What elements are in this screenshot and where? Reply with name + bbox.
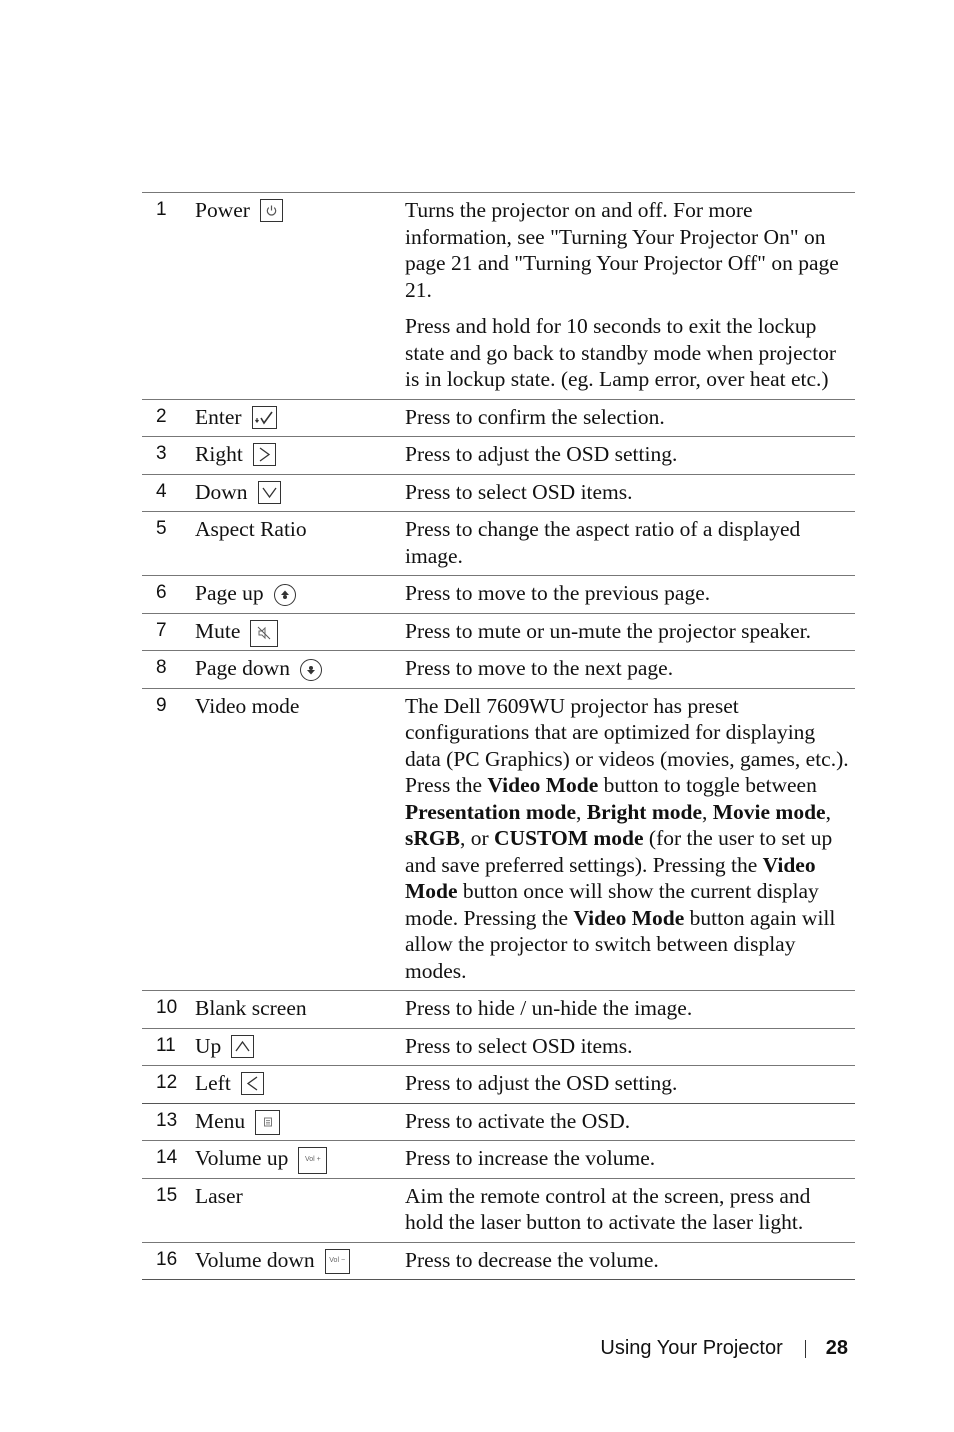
item-label: Mute [195, 618, 241, 643]
item-description: Press to confirm the selection. [405, 404, 665, 429]
enter-icon [252, 406, 277, 429]
table-row [142, 1104, 855, 1142]
item-label: Page down [195, 656, 290, 680]
item-label: Page up [195, 581, 264, 605]
item-number: 2 [156, 405, 167, 427]
page-footer [600, 1337, 848, 1360]
item-label: Power [195, 198, 250, 222]
item-number: 16 [156, 1248, 178, 1270]
table-row [142, 991, 855, 1029]
table-row [142, 576, 855, 614]
item-description: Press to select OSD items. [405, 479, 633, 504]
table-row [142, 1179, 855, 1243]
item-description: Press to select OSD items. [405, 1033, 633, 1058]
item-number: 3 [156, 443, 167, 464]
item-number: 8 [156, 657, 167, 678]
table-row [142, 475, 855, 513]
item-description: Press to mute or un-mute the projector speaker. [405, 618, 812, 643]
item-number: 5 [156, 518, 167, 539]
item-label: Video mode [195, 693, 300, 718]
item-number: 6 [156, 582, 167, 603]
page-down-icon [300, 659, 322, 681]
item-description: Press to adjust the OSD setting. [405, 1071, 678, 1095]
item-number: 1 [156, 199, 167, 220]
item-description: Press to increase the volume. [405, 1146, 656, 1170]
item-number: 12 [156, 1072, 178, 1093]
item-number: 14 [156, 1147, 178, 1168]
item-label: Right [195, 442, 243, 466]
right-arrow-icon [253, 443, 276, 466]
item-description: Press to hide / un-hide the image. [405, 996, 693, 1020]
volume-up-icon: Vol + [298, 1147, 327, 1174]
item-label: Volume up [195, 1146, 289, 1170]
footer-section-title: Using Your Projector [600, 1337, 783, 1359]
up-arrow-icon [231, 1035, 254, 1058]
table-row [142, 400, 855, 438]
table-row [142, 651, 855, 689]
table-row [142, 1141, 855, 1179]
item-description: Press to move to the next page. [405, 656, 674, 680]
table-row [142, 437, 855, 475]
video-mode-description: The Dell 7609WU projector has preset configurations that are optimized for displaying data (PC Graphics) or videos (movies, games, etc.). Press the Video Mode button to toggle between Presentation mode, Bright mode, Movie mode, sRGB, or CUSTOM mode (for the user to set up and save preferred settings). Pressing the Video Mode button once will show the current display mode. Pressing the Video Mode button again will allow the projector to switch between display modes. [405, 693, 849, 983]
item-label: Left [195, 1071, 231, 1095]
item-number: 15 [156, 1184, 178, 1206]
item-label: Blank screen [195, 996, 307, 1020]
table-row [142, 193, 855, 400]
item-number: 11 [156, 1034, 176, 1056]
power-icon [260, 199, 283, 222]
page-up-icon [274, 584, 296, 606]
footer-divider [805, 1340, 806, 1358]
item-number: 9 [156, 694, 167, 716]
item-description: Aim the remote control at the screen, press and hold the laser button to activate the laser light. [405, 1183, 811, 1234]
table-row [142, 1066, 855, 1104]
item-description: Turns the projector on and off. For more information, see "Turning Your Projector On" on page 21 and "Turning Your Projector Off" on page 21. [405, 198, 839, 302]
item-label: Up [195, 1033, 222, 1058]
volume-down-icon: Vol − [325, 1249, 350, 1274]
table-row [142, 512, 855, 576]
item-number: 7 [156, 619, 167, 641]
item-description: Press to change the aspect ratio of a displayed image. [405, 517, 801, 568]
down-arrow-icon [258, 481, 281, 504]
item-number: 13 [156, 1109, 178, 1131]
item-label: Menu [195, 1108, 246, 1133]
item-label: Aspect Ratio [195, 517, 307, 541]
item-description: Press to adjust the OSD setting. [405, 442, 678, 466]
item-description: Press to decrease the volume. [405, 1247, 659, 1272]
menu-icon [255, 1110, 280, 1135]
page-number: 28 [825, 1337, 848, 1359]
table-row [142, 689, 855, 992]
remote-control-buttons-table [142, 192, 855, 1280]
item-label: Laser [195, 1183, 243, 1208]
table-row [142, 1243, 855, 1281]
table-row [142, 614, 855, 652]
item-label: Enter [195, 404, 242, 429]
item-description: Press to activate the OSD. [405, 1108, 631, 1133]
item-description: Press to move to the previous page. [405, 581, 711, 605]
item-number: 10 [156, 997, 178, 1018]
item-label: Down [195, 479, 248, 504]
item-description: Press and hold for 10 seconds to exit the lockup state and go back to standby mode when projector is in lockup state. (eg. Lamp error, over heat etc.) [405, 314, 837, 391]
mute-icon [250, 620, 278, 647]
item-number: 4 [156, 480, 167, 502]
left-arrow-icon [241, 1072, 264, 1095]
table-row [142, 1029, 855, 1067]
item-label: Volume down [195, 1247, 315, 1272]
